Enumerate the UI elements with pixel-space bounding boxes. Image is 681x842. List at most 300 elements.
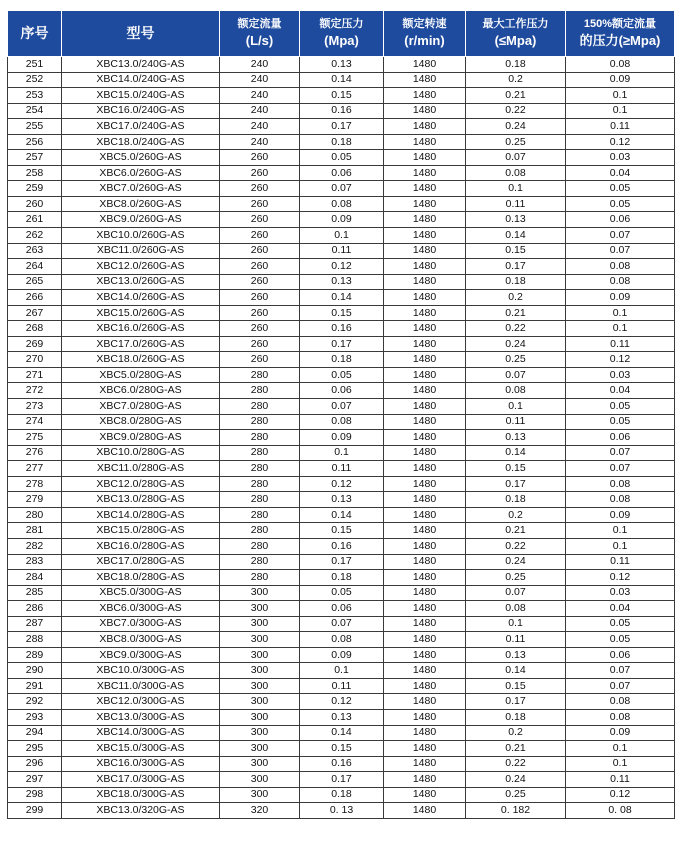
cell-pressure-150: 0.12	[566, 570, 675, 586]
cell-pressure: 0.17	[300, 772, 384, 788]
table-row	[8, 274, 675, 290]
cell-max-pressure: 0.24	[466, 554, 566, 570]
cell-model: XBC12.0/300G-AS	[62, 694, 220, 710]
cell-pressure: 0.1	[300, 228, 384, 244]
cell-model: XBC13.0/240G-AS	[62, 57, 220, 73]
cell-pressure: 0.05	[300, 367, 384, 383]
cell-max-pressure: 0.22	[466, 538, 566, 554]
cell-pressure: 0.11	[300, 243, 384, 259]
table-row	[8, 72, 675, 88]
cell-flow: 300	[220, 787, 300, 803]
cell-pressure-150: 0.09	[566, 507, 675, 523]
header-pressure-unit: (Mpa)	[324, 33, 359, 49]
cell-index: 276	[8, 445, 62, 461]
cell-pressure-150: 0.09	[566, 725, 675, 741]
cell-speed: 1480	[384, 570, 466, 586]
cell-model: XBC8.0/260G-AS	[62, 196, 220, 212]
cell-index: 251	[8, 57, 62, 73]
cell-index: 277	[8, 461, 62, 477]
cell-pressure: 0.1	[300, 663, 384, 679]
cell-max-pressure: 0.1	[466, 616, 566, 632]
cell-index: 289	[8, 647, 62, 663]
cell-speed: 1480	[384, 367, 466, 383]
cell-pressure-150: 0.04	[566, 601, 675, 617]
table-row	[8, 165, 675, 181]
table-row	[8, 616, 675, 632]
cell-speed: 1480	[384, 756, 466, 772]
cell-pressure: 0.16	[300, 103, 384, 119]
cell-max-pressure: 0.2	[466, 290, 566, 306]
table-row	[8, 492, 675, 508]
cell-flow: 260	[220, 196, 300, 212]
cell-speed: 1480	[384, 274, 466, 290]
cell-pressure: 0.15	[300, 88, 384, 104]
header-flow-label: 额定流量	[237, 18, 282, 31]
cell-flow: 280	[220, 507, 300, 523]
cell-pressure: 0.13	[300, 57, 384, 73]
cell-index: 253	[8, 88, 62, 104]
cell-index: 271	[8, 367, 62, 383]
cell-max-pressure: 0.22	[466, 756, 566, 772]
cell-pressure-150: 0.08	[566, 274, 675, 290]
cell-speed: 1480	[384, 585, 466, 601]
table-row	[8, 461, 675, 477]
cell-index: 287	[8, 616, 62, 632]
table-row	[8, 632, 675, 648]
cell-max-pressure: 0.24	[466, 336, 566, 352]
header-pressure-150	[566, 11, 675, 57]
cell-pressure-150: 0.06	[566, 212, 675, 228]
cell-max-pressure: 0.07	[466, 367, 566, 383]
cell-speed: 1480	[384, 228, 466, 244]
cell-speed: 1480	[384, 647, 466, 663]
table-row	[8, 336, 675, 352]
cell-index: 263	[8, 243, 62, 259]
cell-flow: 240	[220, 57, 300, 73]
table-row	[8, 150, 675, 166]
table-row	[8, 181, 675, 197]
cell-pressure: 0.12	[300, 476, 384, 492]
table-row	[8, 445, 675, 461]
cell-index: 255	[8, 119, 62, 135]
table-row	[8, 88, 675, 104]
cell-max-pressure: 0. 182	[466, 803, 566, 819]
table-row	[8, 570, 675, 586]
table-row	[8, 383, 675, 399]
cell-pressure: 0.09	[300, 647, 384, 663]
cell-flow: 300	[220, 632, 300, 648]
cell-pressure-150: 0.04	[566, 165, 675, 181]
cell-max-pressure: 0.17	[466, 476, 566, 492]
cell-speed: 1480	[384, 601, 466, 617]
cell-model: XBC13.0/320G-AS	[62, 803, 220, 819]
cell-flow: 280	[220, 445, 300, 461]
cell-max-pressure: 0.18	[466, 274, 566, 290]
cell-index: 291	[8, 678, 62, 694]
cell-pressure: 0.17	[300, 119, 384, 135]
cell-pressure-150: 0.1	[566, 321, 675, 337]
cell-max-pressure: 0.18	[466, 709, 566, 725]
cell-pressure-150: 0.12	[566, 787, 675, 803]
cell-model: XBC13.0/280G-AS	[62, 492, 220, 508]
cell-model: XBC15.0/280G-AS	[62, 523, 220, 539]
cell-index: 273	[8, 399, 62, 415]
cell-index: 296	[8, 756, 62, 772]
table-row	[8, 290, 675, 306]
cell-flow: 300	[220, 694, 300, 710]
cell-index: 257	[8, 150, 62, 166]
header-speed-unit: (r/min)	[404, 33, 445, 49]
cell-model: XBC9.0/300G-AS	[62, 647, 220, 663]
cell-index: 283	[8, 554, 62, 570]
cell-pressure-150: 0.03	[566, 585, 675, 601]
cell-pressure: 0.18	[300, 134, 384, 150]
cell-pressure: 0.15	[300, 523, 384, 539]
cell-model: XBC15.0/300G-AS	[62, 741, 220, 757]
cell-max-pressure: 0.22	[466, 103, 566, 119]
cell-pressure-150: 0.07	[566, 445, 675, 461]
cell-speed: 1480	[384, 150, 466, 166]
cell-pressure: 0. 13	[300, 803, 384, 819]
cell-model: XBC10.0/280G-AS	[62, 445, 220, 461]
cell-flow: 320	[220, 803, 300, 819]
cell-model: XBC6.0/300G-AS	[62, 601, 220, 617]
cell-speed: 1480	[384, 694, 466, 710]
cell-speed: 1480	[384, 492, 466, 508]
cell-pressure-150: 0.04	[566, 383, 675, 399]
cell-flow: 260	[220, 212, 300, 228]
cell-flow: 260	[220, 243, 300, 259]
cell-model: XBC13.0/300G-AS	[62, 709, 220, 725]
cell-flow: 300	[220, 678, 300, 694]
pump-spec-table	[7, 10, 675, 819]
cell-max-pressure: 0.2	[466, 725, 566, 741]
cell-pressure: 0.12	[300, 259, 384, 275]
cell-pressure: 0.16	[300, 538, 384, 554]
cell-pressure-150: 0.09	[566, 72, 675, 88]
cell-max-pressure: 0.2	[466, 72, 566, 88]
cell-pressure: 0.13	[300, 492, 384, 508]
cell-max-pressure: 0.17	[466, 694, 566, 710]
cell-max-pressure: 0.08	[466, 165, 566, 181]
cell-speed: 1480	[384, 787, 466, 803]
cell-index: 274	[8, 414, 62, 430]
cell-pressure: 0.1	[300, 445, 384, 461]
cell-max-pressure: 0.14	[466, 228, 566, 244]
cell-model: XBC9.0/260G-AS	[62, 212, 220, 228]
cell-index: 285	[8, 585, 62, 601]
table-row	[8, 352, 675, 368]
cell-pressure: 0.18	[300, 787, 384, 803]
cell-pressure-150: 0.1	[566, 88, 675, 104]
cell-max-pressure: 0.13	[466, 212, 566, 228]
cell-speed: 1480	[384, 772, 466, 788]
cell-index: 252	[8, 72, 62, 88]
cell-pressure-150: 0.07	[566, 678, 675, 694]
cell-max-pressure: 0.14	[466, 663, 566, 679]
cell-pressure: 0.17	[300, 554, 384, 570]
cell-pressure: 0.12	[300, 694, 384, 710]
cell-pressure-150: 0.1	[566, 538, 675, 554]
table-row	[8, 725, 675, 741]
cell-pressure-150: 0.05	[566, 414, 675, 430]
cell-speed: 1480	[384, 741, 466, 757]
cell-flow: 300	[220, 601, 300, 617]
cell-index: 294	[8, 725, 62, 741]
cell-pressure: 0.14	[300, 290, 384, 306]
cell-model: XBC7.0/260G-AS	[62, 181, 220, 197]
cell-speed: 1480	[384, 399, 466, 415]
header-pressure-label: 额定压力	[319, 18, 364, 31]
cell-pressure-150: 0.08	[566, 694, 675, 710]
cell-model: XBC17.0/240G-AS	[62, 119, 220, 135]
cell-speed: 1480	[384, 72, 466, 88]
table-row	[8, 663, 675, 679]
cell-model: XBC8.0/280G-AS	[62, 414, 220, 430]
table-row	[8, 259, 675, 275]
table-row	[8, 647, 675, 663]
cell-index: 254	[8, 103, 62, 119]
cell-index: 272	[8, 383, 62, 399]
cell-model: XBC8.0/300G-AS	[62, 632, 220, 648]
cell-flow: 280	[220, 430, 300, 446]
table-row	[8, 367, 675, 383]
cell-pressure: 0.09	[300, 212, 384, 228]
cell-pressure-150: 0.12	[566, 134, 675, 150]
cell-pressure: 0.08	[300, 414, 384, 430]
cell-index: 282	[8, 538, 62, 554]
cell-pressure-150: 0.1	[566, 103, 675, 119]
cell-flow: 260	[220, 290, 300, 306]
cell-model: XBC18.0/260G-AS	[62, 352, 220, 368]
cell-max-pressure: 0.07	[466, 585, 566, 601]
cell-model: XBC9.0/280G-AS	[62, 430, 220, 446]
table-row	[8, 305, 675, 321]
cell-max-pressure: 0.25	[466, 352, 566, 368]
cell-speed: 1480	[384, 243, 466, 259]
table-row	[8, 741, 675, 757]
cell-model: XBC13.0/260G-AS	[62, 274, 220, 290]
cell-speed: 1480	[384, 119, 466, 135]
cell-pressure: 0.16	[300, 756, 384, 772]
cell-flow: 300	[220, 725, 300, 741]
cell-max-pressure: 0.08	[466, 383, 566, 399]
header-speed-label: 额定转速	[402, 18, 447, 31]
cell-model: XBC11.0/300G-AS	[62, 678, 220, 694]
cell-max-pressure: 0.21	[466, 523, 566, 539]
table-row	[8, 119, 675, 135]
cell-flow: 280	[220, 570, 300, 586]
header-pressure-150-label: 150%额定流量	[583, 18, 657, 31]
cell-speed: 1480	[384, 305, 466, 321]
cell-max-pressure: 0.11	[466, 632, 566, 648]
cell-speed: 1480	[384, 663, 466, 679]
cell-speed: 1480	[384, 259, 466, 275]
cell-model: XBC14.0/300G-AS	[62, 725, 220, 741]
cell-pressure-150: 0.12	[566, 352, 675, 368]
cell-max-pressure: 0.1	[466, 399, 566, 415]
cell-index: 264	[8, 259, 62, 275]
cell-pressure: 0.15	[300, 305, 384, 321]
cell-index: 281	[8, 523, 62, 539]
table-row	[8, 772, 675, 788]
cell-flow: 260	[220, 150, 300, 166]
cell-model: XBC18.0/240G-AS	[62, 134, 220, 150]
cell-max-pressure: 0.15	[466, 461, 566, 477]
cell-flow: 280	[220, 492, 300, 508]
cell-flow: 300	[220, 647, 300, 663]
cell-model: XBC17.0/280G-AS	[62, 554, 220, 570]
cell-speed: 1480	[384, 554, 466, 570]
cell-speed: 1480	[384, 196, 466, 212]
cell-speed: 1480	[384, 461, 466, 477]
cell-pressure-150: 0.03	[566, 150, 675, 166]
table-row	[8, 756, 675, 772]
cell-model: XBC11.0/280G-AS	[62, 461, 220, 477]
cell-pressure-150: 0.1	[566, 756, 675, 772]
cell-model: XBC16.0/280G-AS	[62, 538, 220, 554]
cell-flow: 280	[220, 383, 300, 399]
cell-pressure: 0.14	[300, 72, 384, 88]
cell-flow: 280	[220, 367, 300, 383]
cell-index: 292	[8, 694, 62, 710]
cell-speed: 1480	[384, 709, 466, 725]
cell-index: 299	[8, 803, 62, 819]
table-row	[8, 803, 675, 819]
cell-speed: 1480	[384, 523, 466, 539]
header-pressure	[300, 11, 384, 57]
cell-model: XBC15.0/240G-AS	[62, 88, 220, 104]
header-flow-unit: (L/s)	[245, 33, 274, 49]
cell-model: XBC16.0/240G-AS	[62, 103, 220, 119]
cell-flow: 240	[220, 72, 300, 88]
table-row	[8, 103, 675, 119]
cell-flow: 280	[220, 476, 300, 492]
cell-pressure: 0.13	[300, 709, 384, 725]
cell-speed: 1480	[384, 678, 466, 694]
table-row	[8, 507, 675, 523]
header-max-pressure-label: 最大工作压力	[482, 18, 549, 31]
cell-flow: 300	[220, 585, 300, 601]
table-row	[8, 414, 675, 430]
cell-flow: 240	[220, 134, 300, 150]
cell-pressure-150: 0.07	[566, 228, 675, 244]
cell-pressure-150: 0.11	[566, 119, 675, 135]
cell-index: 256	[8, 134, 62, 150]
table-row	[8, 399, 675, 415]
cell-pressure-150: 0.05	[566, 632, 675, 648]
cell-flow: 280	[220, 461, 300, 477]
cell-speed: 1480	[384, 165, 466, 181]
cell-speed: 1480	[384, 336, 466, 352]
cell-pressure-150: 0.11	[566, 554, 675, 570]
table-row	[8, 538, 675, 554]
cell-max-pressure: 0.24	[466, 119, 566, 135]
cell-pressure-150: 0.1	[566, 741, 675, 757]
cell-model: XBC16.0/260G-AS	[62, 321, 220, 337]
cell-flow: 300	[220, 616, 300, 632]
cell-pressure: 0.11	[300, 678, 384, 694]
cell-index: 279	[8, 492, 62, 508]
cell-flow: 300	[220, 741, 300, 757]
cell-pressure: 0.11	[300, 461, 384, 477]
cell-model: XBC7.0/300G-AS	[62, 616, 220, 632]
table-row	[8, 228, 675, 244]
cell-max-pressure: 0.13	[466, 647, 566, 663]
cell-model: XBC10.0/260G-AS	[62, 228, 220, 244]
cell-speed: 1480	[384, 476, 466, 492]
cell-pressure-150: 0.06	[566, 430, 675, 446]
cell-model: XBC14.0/280G-AS	[62, 507, 220, 523]
cell-max-pressure: 0.15	[466, 243, 566, 259]
cell-speed: 1480	[384, 507, 466, 523]
cell-speed: 1480	[384, 445, 466, 461]
cell-speed: 1480	[384, 103, 466, 119]
cell-flow: 260	[220, 259, 300, 275]
cell-model: XBC6.0/260G-AS	[62, 165, 220, 181]
cell-pressure-150: 0.06	[566, 647, 675, 663]
cell-pressure-150: 0.05	[566, 399, 675, 415]
cell-index: 269	[8, 336, 62, 352]
cell-pressure: 0.13	[300, 274, 384, 290]
cell-max-pressure: 0.1	[466, 181, 566, 197]
cell-flow: 300	[220, 709, 300, 725]
cell-max-pressure: 0.21	[466, 305, 566, 321]
table-row	[8, 523, 675, 539]
cell-max-pressure: 0.2	[466, 507, 566, 523]
cell-max-pressure: 0.25	[466, 570, 566, 586]
cell-speed: 1480	[384, 414, 466, 430]
cell-flow: 300	[220, 772, 300, 788]
cell-flow: 260	[220, 305, 300, 321]
cell-pressure: 0.06	[300, 383, 384, 399]
cell-flow: 280	[220, 554, 300, 570]
cell-speed: 1480	[384, 290, 466, 306]
cell-max-pressure: 0.17	[466, 259, 566, 275]
cell-index: 298	[8, 787, 62, 803]
cell-pressure-150: 0.11	[566, 336, 675, 352]
cell-speed: 1480	[384, 352, 466, 368]
cell-index: 295	[8, 741, 62, 757]
cell-max-pressure: 0.25	[466, 787, 566, 803]
table-row	[8, 57, 675, 73]
header-model: 型号	[62, 11, 220, 57]
cell-model: XBC14.0/260G-AS	[62, 290, 220, 306]
cell-speed: 1480	[384, 803, 466, 819]
cell-index: 265	[8, 274, 62, 290]
cell-index: 261	[8, 212, 62, 228]
table-row	[8, 601, 675, 617]
cell-pressure-150: 0.07	[566, 663, 675, 679]
cell-speed: 1480	[384, 181, 466, 197]
cell-max-pressure: 0.22	[466, 321, 566, 337]
cell-index: 297	[8, 772, 62, 788]
cell-max-pressure: 0.18	[466, 492, 566, 508]
cell-index: 262	[8, 228, 62, 244]
cell-index: 268	[8, 321, 62, 337]
cell-index: 266	[8, 290, 62, 306]
cell-pressure: 0.14	[300, 507, 384, 523]
cell-max-pressure: 0.07	[466, 150, 566, 166]
cell-index: 275	[8, 430, 62, 446]
cell-model: XBC17.0/300G-AS	[62, 772, 220, 788]
header-row	[8, 11, 675, 57]
cell-model: XBC12.0/280G-AS	[62, 476, 220, 492]
cell-flow: 240	[220, 103, 300, 119]
header-pressure-150-unit: 的压力(≥Mpa)	[579, 33, 661, 49]
cell-pressure: 0.08	[300, 196, 384, 212]
cell-pressure: 0.14	[300, 725, 384, 741]
